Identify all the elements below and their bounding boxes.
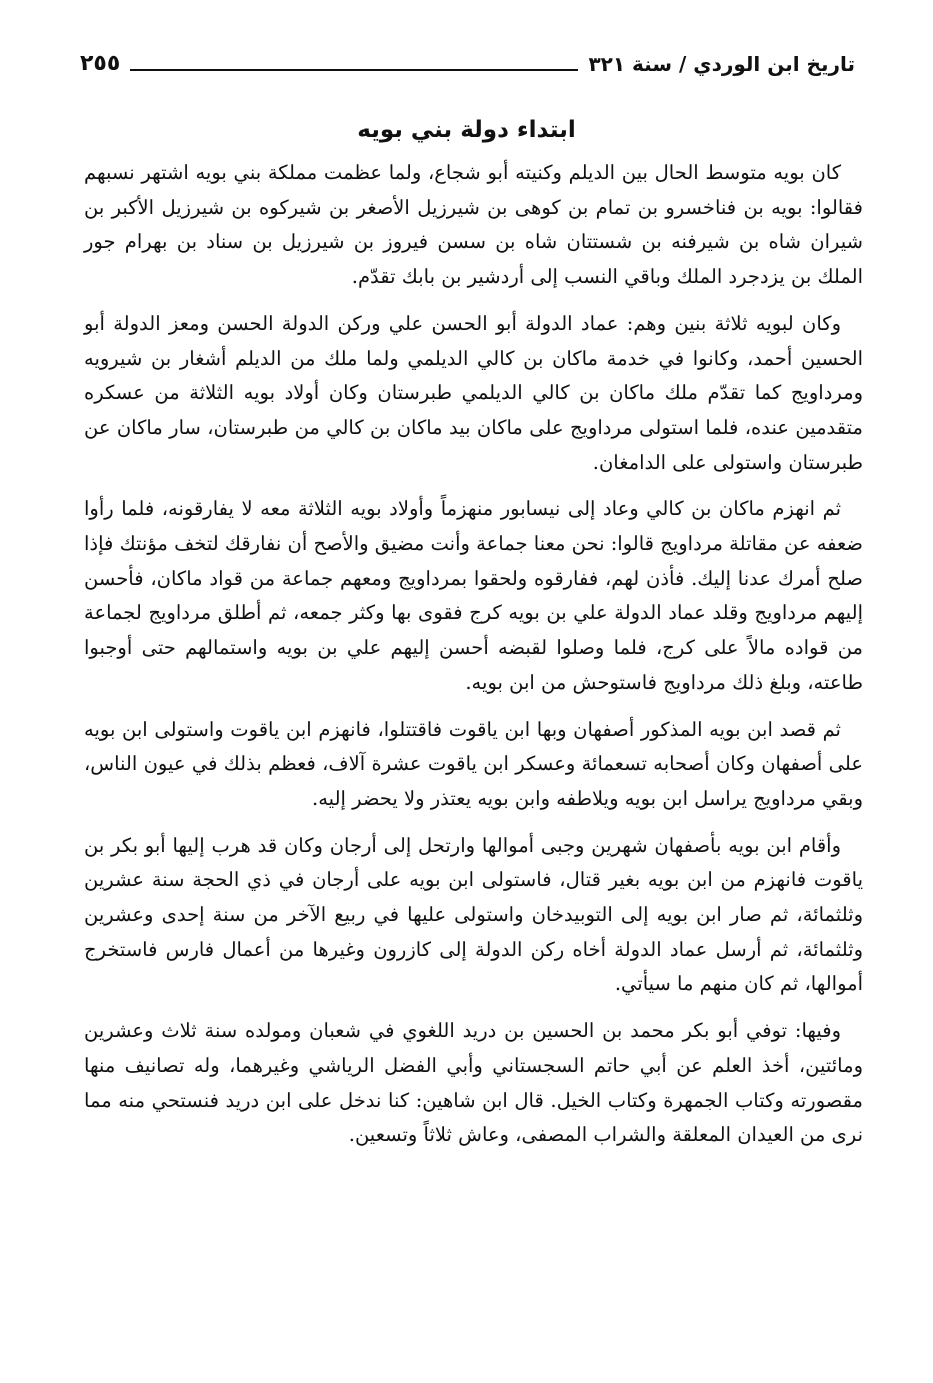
paragraph-5: وأقام ابن بويه بأصفهان شهرين وجبى أموالها وارتحل إلى أرجان وكان قد هرب إليها أبو بكر بن ياقوت فانهزم من ابن بويه بغير قتال، فاستولى ابن بويه على أرجان في ذي الحجة سنة عشرين وثلثمائة، ثم صار ابن بويه إلى التوبيدخان واستولى عليها في ربيع الآخر من سنة إحدى وعشرين وثلثمائة، ثم أرسل عماد الدولة أخاه ركن الدولة إلى كازرون وغيرها من أعمال فارس فاستخرج أموالها، ثم كان منهم ما سيأتي.	[84, 833, 863, 996]
body-text	[84, 156, 863, 1165]
paragraph-2: وكان لبويه ثلاثة بنين وهم: عماد الدولة أبو الحسن علي وركن الدولة الحسن ومعز الدولة أبو الحسين أحمد، وكانوا في خدمة ماكان بن كالي الديلمي ولما ملك من الديلم أشغار بن شيرويه ومرداويج كما تقدّم ملك ماكان بن كالي الديلمي طبرستان وكان أولاد بويه الثلاثة من عسكره متقدمين عنده، فلما استولى مرداويج على ماكان بيد ماكان بن كالي من طبرستان، سار ماكان عن طبرستان واستولى على الدامغان.	[84, 311, 863, 474]
paragraph-6: وفيها: توفي أبو بكر محمد بن الحسين بن دريد اللغوي في شعبان ومولده سنة ثلاث وعشرين ومائتين، أخذ العلم عن أبي حاتم السجستاني وأبي الفضل الرياشي وغيرهما، وله تصانيف منها مقصورته وكتاب الجمهرة وكتاب الخيل. قال ابن شاهين: كنا ندخل على ابن دريد فنستحي منه مما نرى من العيدان المعلقة والشراب المصفى، وعاش ثلاثاً وتسعين.	[84, 1019, 863, 1147]
paragraph-3: ثم انهزم ماكان بن كالي وعاد إلى نيسابور منهزماً وأولاد بويه الثلاثة معه لا يفارقونه، فلما رأوا ضعفه عن مقاتلة مرداويج قالوا: نحن معنا جماعة وأنت مضيق والأصح أن نفارقك لتخف مؤنتك فإذا صلح أمرك عدنا إليك. فأذن لهم، ففارقوه ولحقوا بمرداويج ومعهم جماعة من قواد ماكان، فأحسن إليهم مرداويج وقلد عماد الدولة علي بن بويه كرج فقوى بها وكثر جمعه، ثم أطلق مرداويج لجماعة من قواده مالاً على كرج، فلما وصلوا لقبضه أحسن إليهم علي بن بويه واستمالهم حتى أوجبوا طاعته، وبلغ ذلك مرداويج فاستوحش من ابن بويه.	[84, 497, 863, 694]
paragraph-4: ثم قصد ابن بويه المذكور أصفهان وبها ابن ياقوت فاقتتلوا، فانهزم ابن ياقوت واستولى ابن بويه على أصفهان وكان أصحابه تسعمائة وعسكر ابن ياقوت عشرة آلاف، فعظم بذلك في عيون الناس، وبقي مرداويج يراسل ابن بويه ويلاطفه وابن بويه يعتذر ولا يحضر إليه.	[84, 717, 863, 810]
paragraph-1: كان بويه متوسط الحال بين الديلم وكنيته أبو شجاع، ولما عظمت مملكة بني بويه اشتهر نسبهم فقالوا: بويه بن فناخسرو بن تمام بن كوهى بن شيرزيل الأصغر بن شيركوه بن شيرزيل الأكبر بن شيران شاه بن شيرفنه بن شستتان شاه بن سسن فيروز بن شيرزيل بن سناد بن بهرام جور الملك بن يزدجرد الملك وباقي النسب إلى أردشير بن بابك تقدّم.	[84, 161, 863, 289]
page-number: ٢٥٥	[80, 51, 121, 76]
chapter-title: ابتداء دولة بني بويه	[357, 117, 576, 143]
page-header	[80, 44, 855, 78]
header-rule	[130, 69, 578, 71]
running-head: تاريخ ابن الوردي / سنة ٣٢١	[588, 52, 855, 76]
